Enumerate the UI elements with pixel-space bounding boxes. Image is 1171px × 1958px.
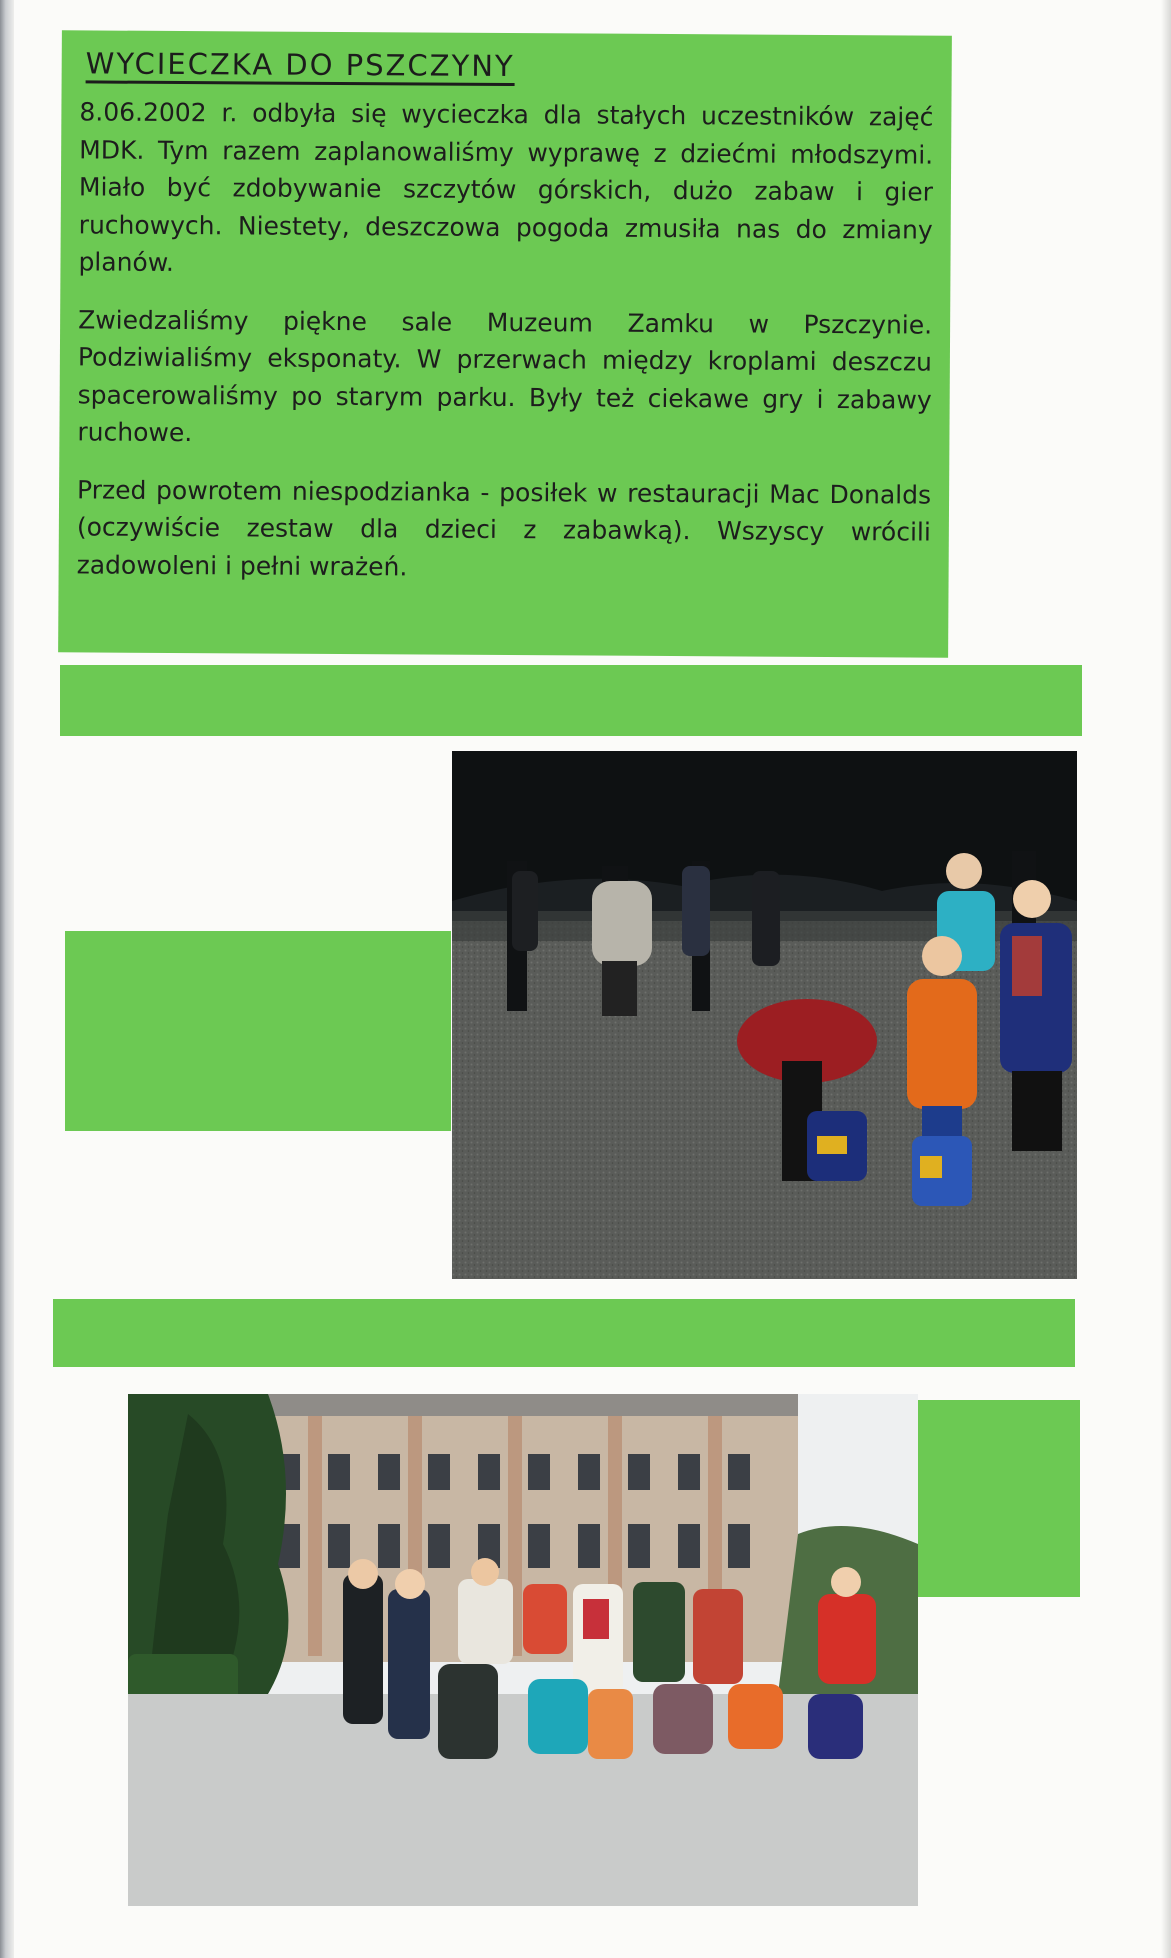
page-right-edge [1161,0,1171,1958]
decorative-green-band [60,665,1082,736]
park-photo-illustration [452,751,1077,1279]
decorative-green-block [918,1400,1080,1597]
castle-group-photo [128,1394,918,1906]
book-spine-edge [0,0,14,1958]
park-group-photo [452,751,1077,1279]
castle-photo-illustration [128,1394,918,1906]
decorative-green-band [53,1299,1075,1367]
article-paragraph-1: 8.06.2002 r. odbyła się wycieczka dla stałych uczestników zajęć MDK. Tym razem zaplanowaliśmy wyprawę z dziećmi młodszymi. Miało być zdobywanie szczytów górskich, dużo zabaw i gier ruchowych. Niestety, deszczowa pogoda zmusiła nas do zmiany planów. [78,97,934,277]
article-paragraph-2: Zwiedzaliśmy piękne sale Muzeum Zamku w Pszczynie. Podziwialiśmy eksponaty. W przerwach między kroplami deszczu spacerowaliśmy po starym parku. Były też ciekawe gry i zabawy ruchowe. [77,304,933,448]
decorative-green-block [65,931,451,1131]
article-paragraph-3: Przed powrotem niespodzianka - posiłek w restauracji Mac Donalds (oczywiście zestaw dla dzieci z zabawką). Wszyscy wrócili zadowoleni i pełni wrażeń. [76,474,932,581]
article-text-box [58,30,952,657]
article-title: WYCIECZKA DO PSZCZYNY [86,46,515,86]
